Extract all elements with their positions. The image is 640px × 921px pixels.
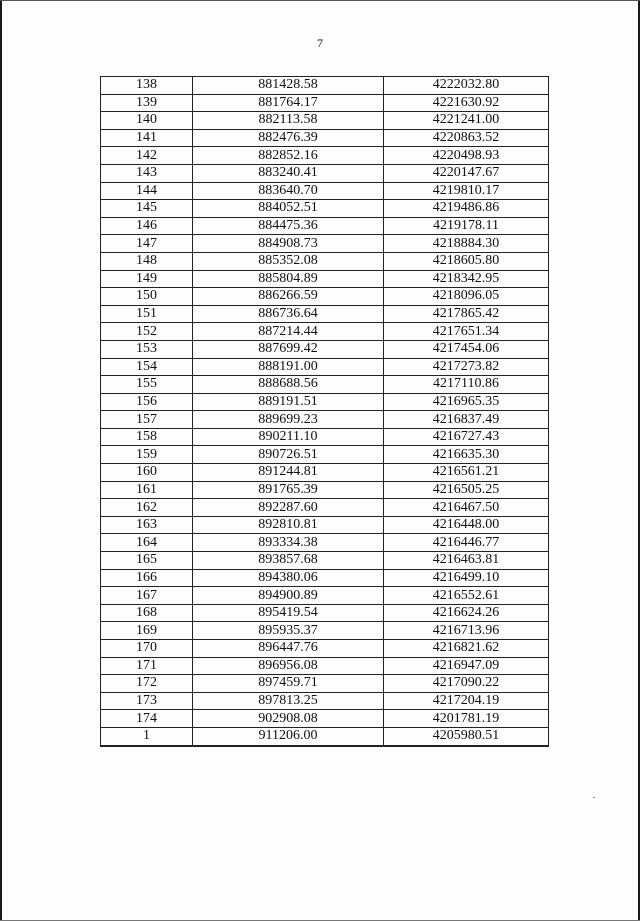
point-number-cell: 147	[101, 235, 193, 253]
table-row	[101, 323, 549, 341]
point-number-cell: 149	[101, 270, 193, 288]
y-coordinate-cell: 4218605.80	[384, 252, 549, 270]
table-row	[101, 288, 549, 306]
x-coordinate-cell: 911206.00	[193, 727, 384, 745]
y-coordinate-cell: 4201781.19	[384, 710, 549, 728]
y-coordinate-cell: 4218342.95	[384, 270, 549, 288]
y-coordinate-cell: 4205980.51	[384, 727, 549, 745]
x-coordinate-cell: 896956.08	[193, 657, 384, 675]
point-number-cell: 141	[101, 129, 193, 147]
point-number-cell: 156	[101, 393, 193, 411]
point-number-cell: 165	[101, 552, 193, 570]
point-number-cell: 152	[101, 323, 193, 341]
y-coordinate-cell: 4216635.30	[384, 446, 549, 464]
x-coordinate-cell: 895935.37	[193, 622, 384, 640]
y-coordinate-cell: 4222032.80	[384, 77, 549, 95]
x-coordinate-cell: 897459.71	[193, 675, 384, 693]
table-row	[101, 376, 549, 394]
x-coordinate-cell: 884908.73	[193, 235, 384, 253]
y-coordinate-cell: 4217651.34	[384, 323, 549, 341]
table-row	[101, 552, 549, 570]
y-coordinate-cell: 4218096.05	[384, 288, 549, 306]
table-row	[101, 657, 549, 675]
x-coordinate-cell: 894380.06	[193, 569, 384, 587]
point-number-cell: 161	[101, 481, 193, 499]
point-number-cell: 169	[101, 622, 193, 640]
x-coordinate-cell: 891765.39	[193, 481, 384, 499]
point-number-cell: 174	[101, 710, 193, 728]
point-number-cell: 158	[101, 428, 193, 446]
point-number-cell: 163	[101, 516, 193, 534]
y-coordinate-cell: 4216505.25	[384, 481, 549, 499]
x-coordinate-cell: 882113.58	[193, 112, 384, 130]
table-row	[101, 587, 549, 605]
table-row	[101, 164, 549, 182]
point-number-cell: 153	[101, 340, 193, 358]
y-coordinate-cell: 4217454.06	[384, 340, 549, 358]
x-coordinate-cell: 884475.36	[193, 217, 384, 235]
y-coordinate-cell: 4216837.49	[384, 411, 549, 429]
y-coordinate-cell: 4216552.61	[384, 587, 549, 605]
point-number-cell: 168	[101, 604, 193, 622]
y-coordinate-cell: 4217865.42	[384, 305, 549, 323]
table-row	[101, 622, 549, 640]
table-row	[101, 499, 549, 517]
table-row	[101, 112, 549, 130]
x-coordinate-cell: 902908.08	[193, 710, 384, 728]
table-row	[101, 270, 549, 288]
point-number-cell: 143	[101, 164, 193, 182]
y-coordinate-cell: 4219810.17	[384, 182, 549, 200]
y-coordinate-cell: 4216965.35	[384, 393, 549, 411]
point-number-cell: 160	[101, 464, 193, 482]
y-coordinate-cell: 4216821.62	[384, 640, 549, 658]
y-coordinate-cell: 4216624.26	[384, 604, 549, 622]
x-coordinate-cell: 887214.44	[193, 323, 384, 341]
x-coordinate-cell: 890211.10	[193, 428, 384, 446]
x-coordinate-cell: 888191.00	[193, 358, 384, 376]
table-row	[101, 129, 549, 147]
table-row	[101, 393, 549, 411]
x-coordinate-cell: 885804.89	[193, 270, 384, 288]
point-number-cell: 148	[101, 252, 193, 270]
y-coordinate-cell: 4220863.52	[384, 129, 549, 147]
point-number-cell: 157	[101, 411, 193, 429]
y-coordinate-cell: 4220147.67	[384, 164, 549, 182]
x-coordinate-cell: 889699.23	[193, 411, 384, 429]
y-coordinate-cell: 4216499.10	[384, 569, 549, 587]
x-coordinate-cell: 886736.64	[193, 305, 384, 323]
point-number-cell: 170	[101, 640, 193, 658]
point-number-cell: 167	[101, 587, 193, 605]
x-coordinate-cell: 890726.51	[193, 446, 384, 464]
x-coordinate-cell: 892810.81	[193, 516, 384, 534]
point-number-cell: 1	[101, 727, 193, 745]
table-row	[101, 640, 549, 658]
point-number-cell: 151	[101, 305, 193, 323]
page-left-edge	[0, 0, 2, 921]
x-coordinate-cell: 886266.59	[193, 288, 384, 306]
x-coordinate-cell: 889191.51	[193, 393, 384, 411]
table-row	[101, 446, 549, 464]
x-coordinate-cell: 894900.89	[193, 587, 384, 605]
point-number-cell: 138	[101, 77, 193, 95]
point-number-cell: 159	[101, 446, 193, 464]
table-row	[101, 464, 549, 482]
y-coordinate-cell: 4216727.43	[384, 428, 549, 446]
x-coordinate-cell: 896447.76	[193, 640, 384, 658]
x-coordinate-cell: 883240.41	[193, 164, 384, 182]
table-row	[101, 604, 549, 622]
y-coordinate-cell: 4216448.00	[384, 516, 549, 534]
point-number-cell: 145	[101, 200, 193, 218]
table-row	[101, 340, 549, 358]
x-coordinate-cell: 881428.58	[193, 77, 384, 95]
y-coordinate-cell: 4218884.30	[384, 235, 549, 253]
y-coordinate-cell: 4219178.11	[384, 217, 549, 235]
coordinates-table-body	[101, 77, 549, 746]
point-number-cell: 173	[101, 692, 193, 710]
table-row	[101, 200, 549, 218]
point-number-cell: 139	[101, 94, 193, 112]
point-number-cell: 142	[101, 147, 193, 165]
point-number-cell: 146	[101, 217, 193, 235]
y-coordinate-cell: 4221630.92	[384, 94, 549, 112]
x-coordinate-cell: 888688.56	[193, 376, 384, 394]
point-number-cell: 144	[101, 182, 193, 200]
x-coordinate-cell: 897813.25	[193, 692, 384, 710]
table-row	[101, 692, 549, 710]
x-coordinate-cell: 893334.38	[193, 534, 384, 552]
page-number: 7	[317, 36, 323, 50]
table-row	[101, 358, 549, 376]
y-coordinate-cell: 4216947.09	[384, 657, 549, 675]
x-coordinate-cell: 882852.16	[193, 147, 384, 165]
table-row	[101, 428, 549, 446]
table-row	[101, 481, 549, 499]
x-coordinate-cell: 887699.42	[193, 340, 384, 358]
table-row	[101, 727, 549, 745]
coordinates-table	[100, 76, 549, 747]
x-coordinate-cell: 891244.81	[193, 464, 384, 482]
x-coordinate-cell: 895419.54	[193, 604, 384, 622]
table-row	[101, 710, 549, 728]
table-row	[101, 675, 549, 693]
x-coordinate-cell: 883640.70	[193, 182, 384, 200]
point-number-cell: 164	[101, 534, 193, 552]
table-row	[101, 77, 549, 95]
y-coordinate-cell: 4220498.93	[384, 147, 549, 165]
point-number-cell: 140	[101, 112, 193, 130]
y-coordinate-cell: 4216467.50	[384, 499, 549, 517]
point-number-cell: 162	[101, 499, 193, 517]
x-coordinate-cell: 881764.17	[193, 94, 384, 112]
point-number-cell: 171	[101, 657, 193, 675]
table-row	[101, 516, 549, 534]
page-top-edge	[0, 0, 640, 1]
x-coordinate-cell: 882476.39	[193, 129, 384, 147]
table-row	[101, 252, 549, 270]
x-coordinate-cell: 884052.51	[193, 200, 384, 218]
point-number-cell: 172	[101, 675, 193, 693]
y-coordinate-cell: 4216713.96	[384, 622, 549, 640]
table-row	[101, 147, 549, 165]
y-coordinate-cell: 4216446.77	[384, 534, 549, 552]
table-row	[101, 305, 549, 323]
table-row	[101, 182, 549, 200]
point-number-cell: 155	[101, 376, 193, 394]
table-row	[101, 411, 549, 429]
y-coordinate-cell: 4221241.00	[384, 112, 549, 130]
point-number-cell: 150	[101, 288, 193, 306]
table-row	[101, 534, 549, 552]
y-coordinate-cell: 4217273.82	[384, 358, 549, 376]
y-coordinate-cell: 4216561.21	[384, 464, 549, 482]
x-coordinate-cell: 885352.08	[193, 252, 384, 270]
point-number-cell: 166	[101, 569, 193, 587]
y-coordinate-cell: 4217110.86	[384, 376, 549, 394]
scan-speck	[593, 797, 595, 798]
x-coordinate-cell: 893857.68	[193, 552, 384, 570]
y-coordinate-cell: 4216463.81	[384, 552, 549, 570]
table-row	[101, 235, 549, 253]
y-coordinate-cell: 4217204.19	[384, 692, 549, 710]
table-row	[101, 569, 549, 587]
x-coordinate-cell: 892287.60	[193, 499, 384, 517]
y-coordinate-cell: 4217090.22	[384, 675, 549, 693]
table-row	[101, 94, 549, 112]
point-number-cell: 154	[101, 358, 193, 376]
y-coordinate-cell: 4219486.86	[384, 200, 549, 218]
table-row	[101, 217, 549, 235]
